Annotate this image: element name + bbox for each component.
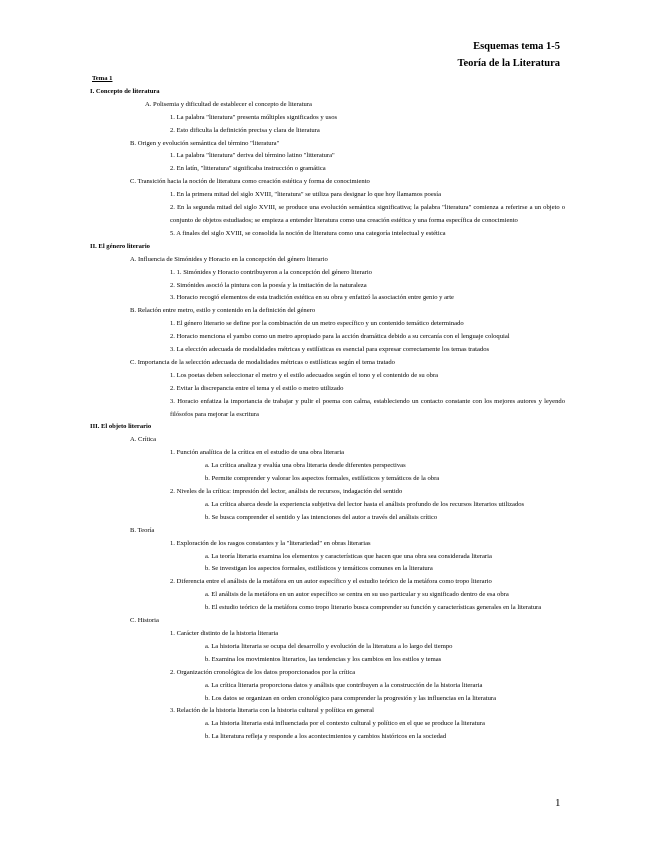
outline-point: b. Permite comprender y valorar los aspectos formales, estilísticos y temáticos de la obra [205,475,440,483]
outline-subitem: 1. En la primera mitad del siglo XVIII, "literatura" se utiliza para designar lo que hoy llamamos poesía [170,191,442,199]
outline-subitem: 2. En latín, "litteratura" significaba instrucción o gramática [170,165,326,173]
outline-item: B. Teoría [130,526,155,534]
outline-subitem: 3. Horacio recogió elementos de esta tradición estética en su obra y enfatizó la asociación entre genio y arte [170,294,454,302]
page-number: 1 [555,797,561,809]
outline-subitem: 3. La elección adecuada de modalidades métricas y estilísticas es esencial para expresar correctamente los temas tratados [170,346,490,354]
outline-subitem: 2. Simónides asoció la pintura con la poesía y la imitación de la naturaleza [170,281,367,289]
outline-item: C. Importancia de la selección adecuada de modalidades métricas o estilísticas según el tema tratado [130,358,395,366]
outline-subitem: 1. La palabra "literatura" deriva del término latino "litteratura" [170,152,335,160]
outline-subitem: 2. Horacio menciona el yambo como un metro apropiado para la acción dramática debido a su cercanía con el lenguaje coloquial [170,333,510,341]
outline-subitem: 3. Horacio enfatiza la importancia de trabajar y pulir el poema con calma, estableciendo un contacto constante con los mejores autores y leyendo filósofos para mejorar la escritura [170,397,565,418]
outline-subitem: 5. A finales del siglo XVIII, se consolida la noción de literatura como una categoría intelectual y estética [170,229,446,237]
outline-subitem: 2. Niveles de la crítica: impresión del lector, análisis de recursos, indagación del sentido [170,488,403,495]
section-heading: I. Concepto de literatura [90,87,160,95]
outline-body [0,73,655,744]
outline-point: b. Examina los movimientos literarios, las tendencias y los cambios en los estilos y temas [205,655,442,663]
outline-point: a. El análisis de la metáfora en un autor específico se centra en su uso particular y su significado dentro de esa obra [205,591,509,599]
outline-item: A. Polisemia y dificultad de establecer el concepto de literatura [145,100,312,108]
outline-point: b. Se investigan los aspectos formales, estilísticos y temáticos comunes en la literatura [205,565,433,573]
document-subtitle: Teoría de la Literatura [457,58,560,69]
outline-subitem: 2. Esto dificulta la definición precisa y clara de literatura [170,126,320,134]
outline-subitem: 1. Función analítica de la crítica en el estudio de una obra literaria [170,449,345,457]
outline-point: a. La historia literaria está influenciada por el contexto cultural y político en el que se produce la literatura [205,720,485,728]
outline-subitem: 2. Organización cronológica de los datos proporcionados por la crítica [170,668,356,676]
section-label: Tema 1 [92,75,113,82]
section-heading: II. El género literario [90,242,150,250]
outline-item: C. Transición hacia la noción de literatura como creación estética y forma de conocimiento [130,178,370,186]
outline-point: b. Los datos se organizan en orden cronológico para comprender la progresión y las influencias en la literatura [205,694,496,702]
outline-item: B. Relación entre metro, estilo y contenido en la definición del género [130,307,316,315]
outline-item: C. Historia [130,617,159,625]
document-title: Esquemas tema 1-5 [473,41,560,52]
outline-item: B. Origen y evolución semántica del término "literatura" [130,139,280,147]
outline-subitem: 2. En la segunda mitad del siglo XVIII, se produce una evolución semántica significativa; la palabra "literatura" comienza a referirse a un objeto o conjunto de objetos estudiados; se empieza a entender literatura como una creación estética y una forma específica de conocimiento [170,204,565,224]
outline-point: a. La crítica abarca desde la experiencia subjetiva del lector hasta el análisis profundo de los recursos literarios utilizados [205,500,525,508]
outline-subitem: 1. Carácter distinto de la historia literaria [170,629,279,637]
outline-subitem: 2. Diferencia entre el análisis de la metáfora en un autor específico y el estudio teórico de la metáfora como tropo literario [170,578,492,586]
outline-subitem: 2. Evitar la discrepancia entre el tema y el estilo o metro utilizado [170,384,344,392]
outline-item: A. Crítica [130,436,157,444]
outline-subitem: 1. Exploración de los rasgos constantes y la "literariedad" en obras literarias [170,539,371,547]
outline-subitem: 1. La palabra "literatura" presenta múltiples significados y usos [170,113,338,121]
outline-subitem: 3. Relación de la historia literaria con la historia cultural y política en general [170,707,374,715]
outline-subitem: 1. 1. Simónides y Horacio contribuyeron a la concepción del género literario [170,268,372,276]
outline-point: b. El estudio teórico de la metáfora como tropo literario busca comprender su función y características generales en la literatura [205,604,542,612]
outline-point: a. La crítica literaria proporciona datos y análisis que contribuyen a la construcción de la historia literaria [205,681,483,689]
outline-item: A. Influencia de Simónides y Horacio en la concepción del género literario [130,255,328,263]
outline-point: a. La teoría literaria examina los elementos y características que hacen que una obra sea considerada literaria [205,552,492,560]
section-heading: III. El objeto literario [90,423,152,431]
outline-point: a. La historia literaria se ocupa del desarrollo y evolución de la literatura a lo largo del tiempo [205,642,453,650]
outline-point: b. La literatura refleja y responde a los acontecimientos y cambios históricos en la sociedad [205,733,447,741]
outline-subitem: 1. Los poetas deben seleccionar el metro y el estilo adecuados según el tono y el contenido de su obra [170,371,439,379]
outline-point: b. Se busca comprender el sentido y las intenciones del autor a través del análisis crítico [205,513,438,521]
outline-point: a. La crítica analiza y evalúa una obra literaria desde diferentes perspectivas [205,462,406,470]
outline-subitem: 1. El género literario se define por la combinación de un metro específico y un contenido temático determinado [170,320,464,328]
